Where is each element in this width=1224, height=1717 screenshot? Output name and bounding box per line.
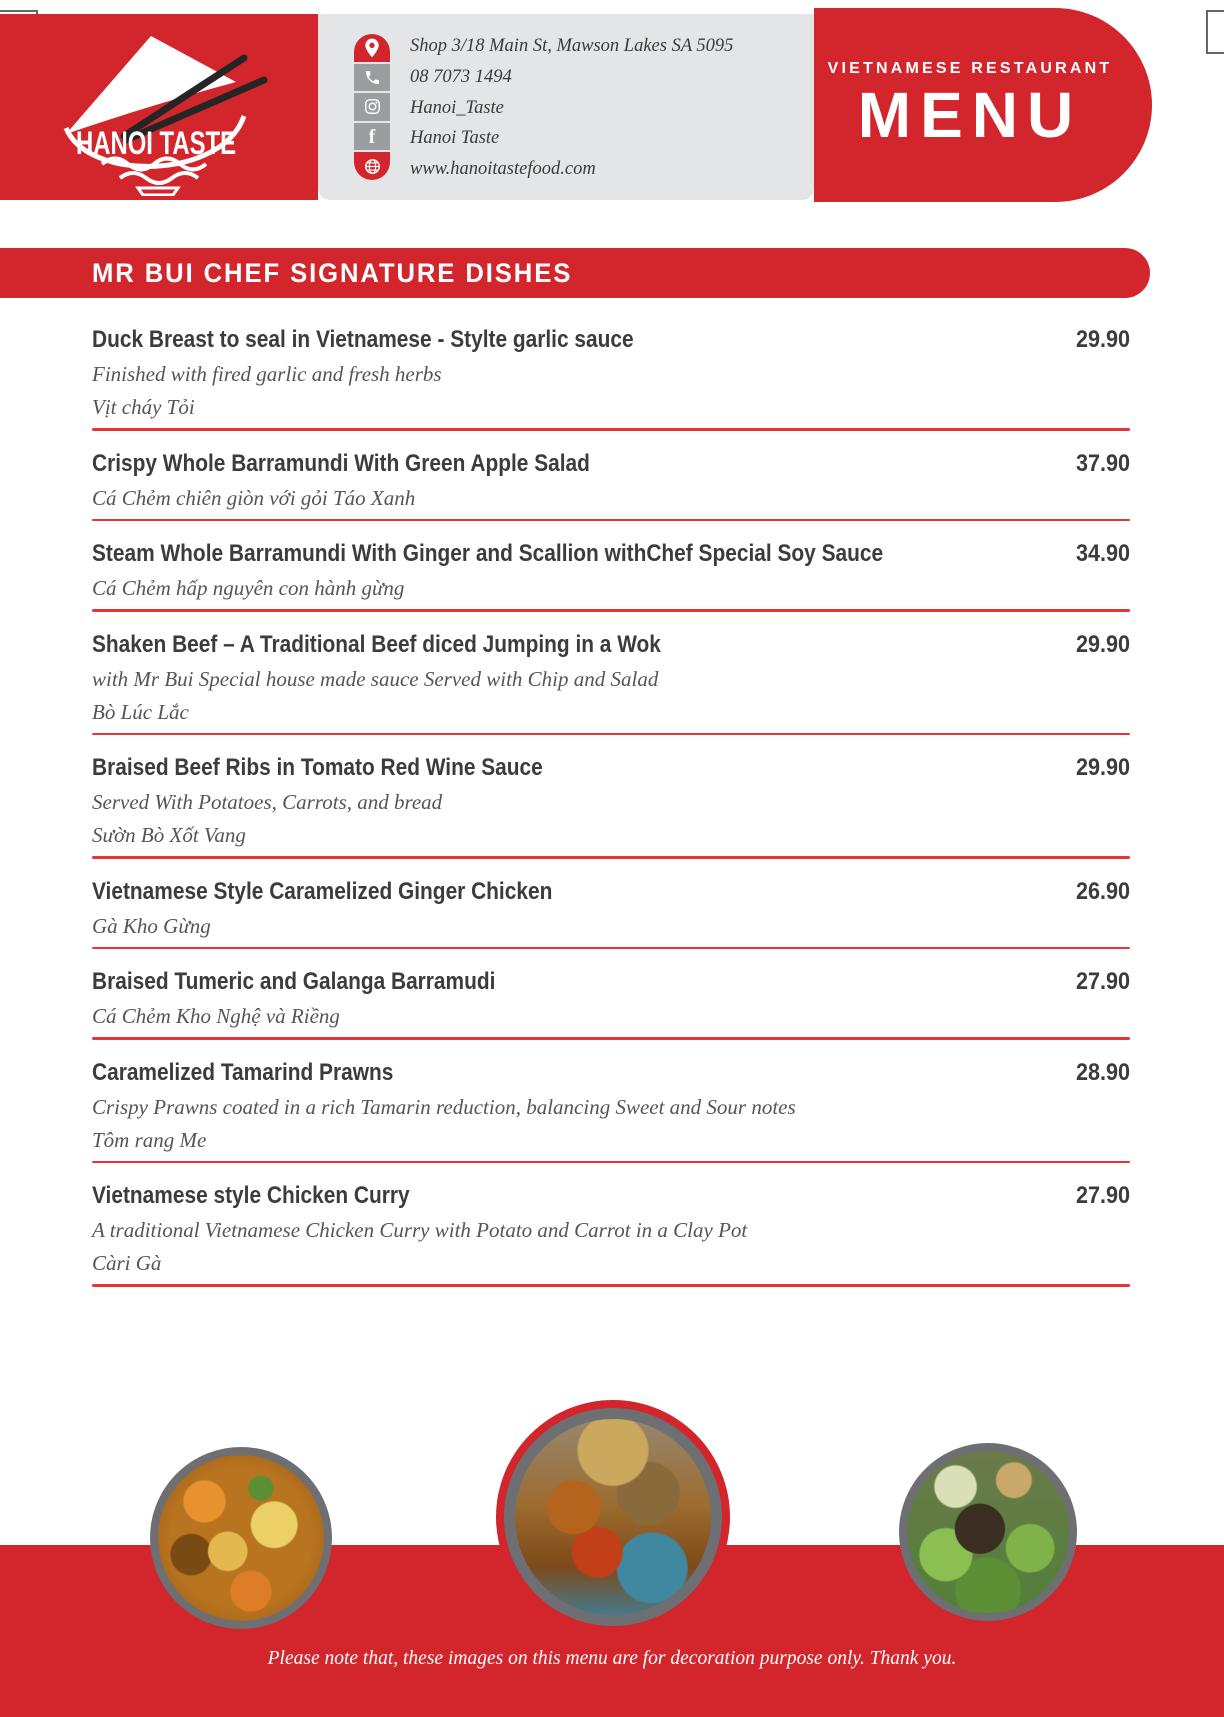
dish-price: 34.90 bbox=[1075, 540, 1130, 567]
dish-price: 29.90 bbox=[1075, 754, 1130, 781]
dish-title: Caramelized Tamarind Prawns bbox=[92, 1058, 394, 1086]
dish-title: Shaken Beef – A Traditional Beef diced Jumping in a Wok bbox=[92, 630, 661, 658]
menu-title: MENU bbox=[857, 79, 1083, 152]
contact-facebook-name: Hanoi Taste bbox=[410, 128, 500, 149]
section-banner bbox=[0, 248, 1150, 298]
item-divider bbox=[92, 947, 1130, 950]
menu-list bbox=[92, 322, 1130, 1302]
menu-item bbox=[92, 322, 1130, 431]
dish-price: 27.90 bbox=[1075, 968, 1130, 995]
item-divider bbox=[92, 609, 1130, 612]
contact-icon-pill bbox=[354, 34, 390, 180]
print-corner-mark bbox=[1206, 10, 1224, 54]
menu-item-title-row bbox=[92, 446, 1130, 482]
dish-price: 28.90 bbox=[1075, 1058, 1130, 1086]
contact-panel bbox=[318, 14, 814, 200]
menu-item bbox=[92, 536, 1130, 612]
menu-item bbox=[92, 1055, 1130, 1164]
dish-title: Duck Breast to seal in Vietnamese - Stylte garlic sauce bbox=[92, 326, 634, 353]
contact-address: Shop 3/18 Main St, Mawson Lakes SA 5095 bbox=[410, 36, 734, 56]
item-divider bbox=[92, 856, 1130, 859]
menu-item-title-row bbox=[92, 627, 1130, 663]
dish-price: 27.90 bbox=[1075, 1182, 1130, 1209]
restaurant-tagline: VIETNAMESE RESTAURANT bbox=[827, 60, 1113, 78]
menu-item bbox=[92, 627, 1130, 736]
dish-title: Crispy Whole Barramundi With Green Apple Salad bbox=[92, 449, 590, 477]
logo-text: HANOI TASTE bbox=[76, 125, 236, 161]
menu-item-title-row bbox=[92, 1055, 1130, 1091]
menu-item-title-row bbox=[92, 750, 1130, 786]
menu-item-title-row bbox=[92, 874, 1130, 910]
bowl-base-icon bbox=[138, 188, 178, 195]
contact-phone: 08 7073 1494 bbox=[410, 66, 512, 87]
dish-description: Crispy Prawns coated in a rich Tamarin reduction, balancing Sweet and Sour notes bbox=[92, 1094, 796, 1119]
menu-item-title-row bbox=[92, 964, 1130, 1000]
dish-price: 26.90 bbox=[1075, 877, 1130, 905]
dish-description: with Mr Bui Special house made sauce Served with Chip and Salad bbox=[92, 666, 659, 691]
salad-food-photo bbox=[899, 1443, 1077, 1621]
facebook-icon: f bbox=[354, 123, 390, 151]
instagram-icon bbox=[354, 93, 390, 121]
logo-panel bbox=[0, 14, 318, 200]
hanoi-taste-logo-icon bbox=[36, 30, 282, 196]
dish-description: A traditional Vietnamese Chicken Curry with Potato and Carrot in a Clay Pot bbox=[92, 1218, 748, 1242]
globe-icon bbox=[354, 152, 390, 180]
dish-title: Vietnamese Style Caramelized Ginger Chicken bbox=[92, 877, 553, 905]
footer-note: Please note that, these images on this menu are for decoration purpose only. Thank you. bbox=[267, 1648, 957, 1669]
dish-title: Vietnamese style Chicken Curry bbox=[92, 1182, 410, 1209]
menu-item-title-row bbox=[92, 1178, 1130, 1214]
item-divider bbox=[92, 519, 1130, 522]
dish-price: 37.90 bbox=[1075, 449, 1130, 477]
dish-vietnamese-name: Gà Kho Gừng bbox=[92, 913, 211, 938]
section-title: MR BUI CHEF SIGNATURE DISHES bbox=[92, 257, 573, 288]
dish-price: 29.90 bbox=[1075, 630, 1130, 658]
dish-title: Steam Whole Barramundi With Ginger and Scallion withChef Special Soy Sauce bbox=[92, 540, 884, 567]
item-divider bbox=[92, 1161, 1130, 1164]
menu-item-title-row bbox=[92, 536, 1130, 572]
dish-title: Braised Beef Ribs in Tomato Red Wine Sauce bbox=[92, 754, 543, 781]
phone-icon bbox=[354, 64, 390, 92]
menu-item bbox=[92, 750, 1130, 859]
fish-food-photo bbox=[504, 1408, 722, 1626]
item-divider bbox=[92, 733, 1130, 736]
location-icon bbox=[354, 34, 390, 62]
dish-vietnamese-name: Tôm rang Me bbox=[92, 1127, 207, 1152]
dish-description: Finished with fired garlic and fresh herbs bbox=[92, 362, 442, 386]
contact-lines bbox=[410, 36, 800, 180]
noodle-wave-icon bbox=[120, 173, 198, 183]
dish-description: Served With Potatoes, Carrots, and bread bbox=[92, 790, 443, 814]
item-divider bbox=[92, 428, 1130, 431]
dish-vietnamese-name: Bò Lúc Lắc bbox=[92, 699, 189, 724]
item-divider bbox=[92, 1037, 1130, 1040]
dish-vietnamese-name: Sườn Bò Xốt Vang bbox=[92, 823, 246, 847]
menu-badge bbox=[814, 8, 1152, 202]
fish-food-photo-ring bbox=[496, 1400, 730, 1634]
dish-vietnamese-name: Cá Chẻm Kho Nghệ và Riềng bbox=[92, 1004, 340, 1028]
dish-price: 29.90 bbox=[1075, 326, 1130, 353]
menu-item-title-row bbox=[92, 322, 1130, 358]
curry-food-photo bbox=[150, 1447, 332, 1629]
item-divider bbox=[92, 1284, 1130, 1287]
menu-item bbox=[92, 1178, 1130, 1287]
menu-item bbox=[92, 874, 1130, 950]
dish-vietnamese-name: Cá Chẻm chiên giòn với gỏi Táo Xanh bbox=[92, 485, 416, 510]
contact-instagram-handle: Hanoi_Taste bbox=[410, 97, 504, 118]
dish-title: Braised Tumeric and Galanga Barramudi bbox=[92, 968, 496, 995]
dish-vietnamese-name: Vịt cháy Tỏi bbox=[92, 395, 195, 419]
menu-item bbox=[92, 446, 1130, 522]
dish-vietnamese-name: Cá Chẻm hấp nguyên con hành gừng bbox=[92, 576, 405, 600]
menu-item bbox=[92, 964, 1130, 1040]
dish-vietnamese-name: Càri Gà bbox=[92, 1251, 162, 1275]
contact-website: www.hanoitastefood.com bbox=[410, 159, 596, 179]
